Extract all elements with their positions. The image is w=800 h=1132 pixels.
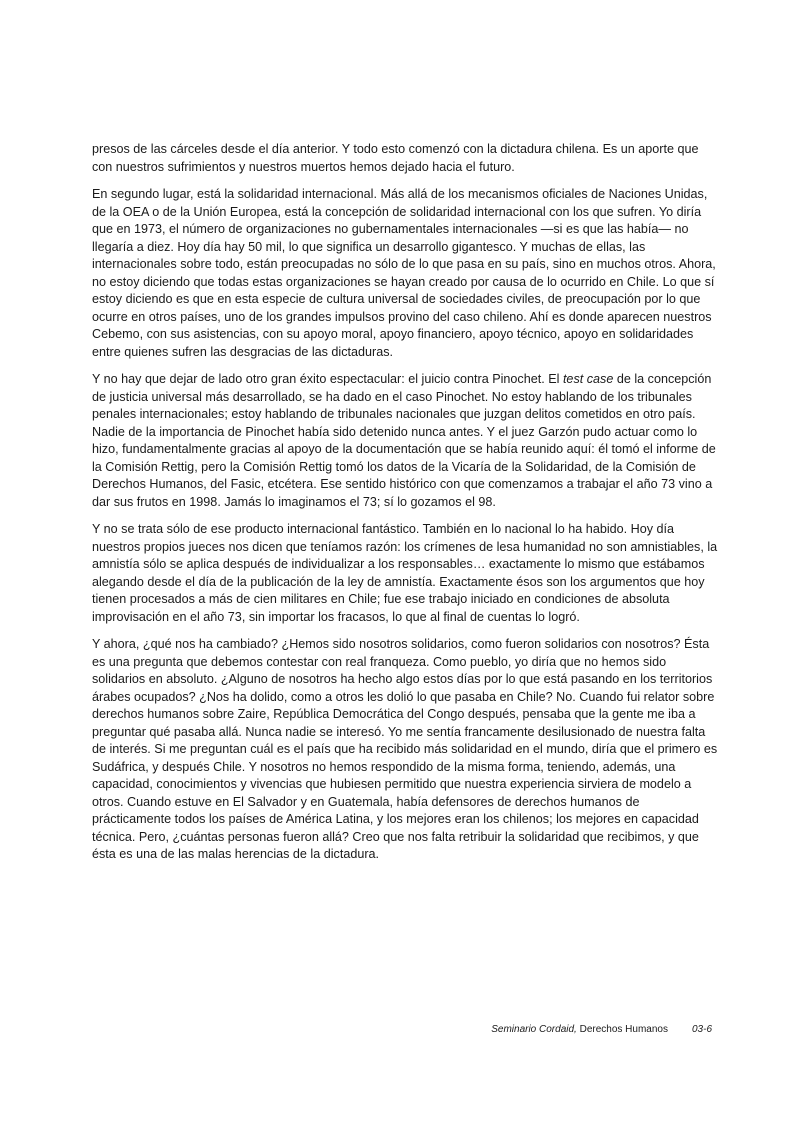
paragraph-2: En segundo lugar, está la solidaridad internacional. Más allá de los mecanismos oficiales de Naciones Unidas, de la OEA o de la Unión Europea, está la concepción de solidaridad internacional con los que sufren. Yo diría que en 1973, el número de organizaciones no gubernamentales internacionales —si es que las había— no llegaría a diez. Hoy día hay 50 mil, lo que significa un desarrollo gigantesco. Y muchas de ellas, las internacionales sobre todo, están preocupadas no sólo de lo que pasa en su país, sino en muchos otros. Ahora, no estoy diciendo que todas estas organizaciones se hayan creado por causa de lo ocurrido en Chile. Lo que sí estoy diciendo es que en esta especie de cultura universal de sociedades civiles, de preocupación por lo que ocurre en otros países, uno de los grandes impulsos provino del caso chileno. Ahí es donde aparecen nuestros Cebemo, con sus asistencias, con su apoyo moral, apoyo financiero, apoyo técnico, apoyo en solidaridades entre quienes sufren las desgracias de las dictaduras. bbox=[92, 187, 716, 359]
footer-title-italic: Seminario Cordaid, bbox=[491, 1024, 577, 1035]
page-footer bbox=[0, 1024, 712, 1035]
paragraph-1: presos de las cárceles desde el día anterior. Y todo esto comenzó con la dictadura chilena. Es un aporte que con nuestros sufrimientos y nuestros muertos hemos dejado hacia el futuro. bbox=[92, 142, 699, 174]
paragraph-3-end: de la concepción de justicia universal más desarrollado, se ha dado en el caso Pinochet. No estoy hablando de los tribunales penales internacionales; estoy hablando de tribunales nacionales que juzgan delitos cometidos en otro país. Nadie de la importancia de Pinochet había sido detenido nunca antes. Y el juez Garzón pudo actuar como lo hizo, fundamentalmente gracias al apoyo de la documentación que se había reunido aquí: él tomó el informe de la Comisión Rettig, pero la Comisión Rettig tomó los datos de la Vicaría de la Solidaridad, de la Comisión de Derechos Humanos, del Fasic, etcétera. Ese sentido histórico con que comenzamos a trabajar el año 73 vino a dar sus frutos en 1998. Jamás lo imaginamos el 73; sí lo gozamos el 98. bbox=[92, 372, 716, 509]
paragraph-3-start: Y no hay que dejar de lado otro gran éxito espectacular: el juicio contra Pinochet. El bbox=[92, 372, 563, 386]
test-case-term: test case bbox=[562, 372, 614, 386]
paragraph-4: Y no se trata sólo de ese producto internacional fantástico. También en lo nacional lo ha habido. Hoy día nuestros propios jueces nos dicen que teníamos razón: los crímenes de lesa humanidad no son amnistiables, la amnistía sólo se aplica después de individualizar a los responsables… exactamente lo mismo que estábamos alegando desde el día de la publicación de la ley de amnistía. Exactamente ésos son los argumentos que hoy tienen procesados a más de cien militares en Chile; fue ese trabajo iniciado en condiciones de absoluta improvisación en el año 73, sin importar los fracasos, lo que al final de cuentas lo logró. bbox=[92, 522, 718, 624]
paragraph-5: Y ahora, ¿qué nos ha cambiado? ¿Hemos sido nosotros solidarios, como fueron solidarios con nosotros? Ésta es una pregunta que debemos contestar con real franqueza. Como pueblo, yo diría que no hemos sido solidarios en absoluto. ¿Alguno de nosotros ha hecho algo estos días por lo que está pasando en los territorios árabes ocupados? ¿Nos ha dolido, como a otros les dolió lo que pasaba en Chile? No. Cuando fui relator sobre derechos humanos sobre Zaire, República Democrática del Congo después, pensaba que la gente me iba a preguntar qué pasaba allá. Nunca nadie se interesó. Yo me sentía francamente desilusionado de nuestra falta de interés. Si me preguntan cuál es el país que ha recibido más solidaridad en el mundo, diría que el primero es Sudáfrica, y después Chile. Y nosotros no hemos respondido de la misma forma, teniendo, además, una capacidad, conocimientos y vivencias que hubiesen permitido que nuestra experiencia sirviera de modelo a otros. Cuando estuve en El Salvador y en Guatemala, había defensores de derechos humanos de prácticamente todos los países de América Latina, y los mejores eran los chilenos; los mejores en capacidad técnica. Pero, ¿cuántas personas fueron allá? Creo que nos falta retribuir la solidaridad que recibimos, y que ésta es una de las malas herencias de la dictadura. bbox=[92, 637, 718, 861]
body-text bbox=[92, 141, 718, 874]
page-number: 03-6 bbox=[691, 1024, 712, 1035]
paragraph-3 bbox=[92, 371, 718, 511]
footer-title-rest: Derechos Humanos bbox=[576, 1024, 668, 1035]
